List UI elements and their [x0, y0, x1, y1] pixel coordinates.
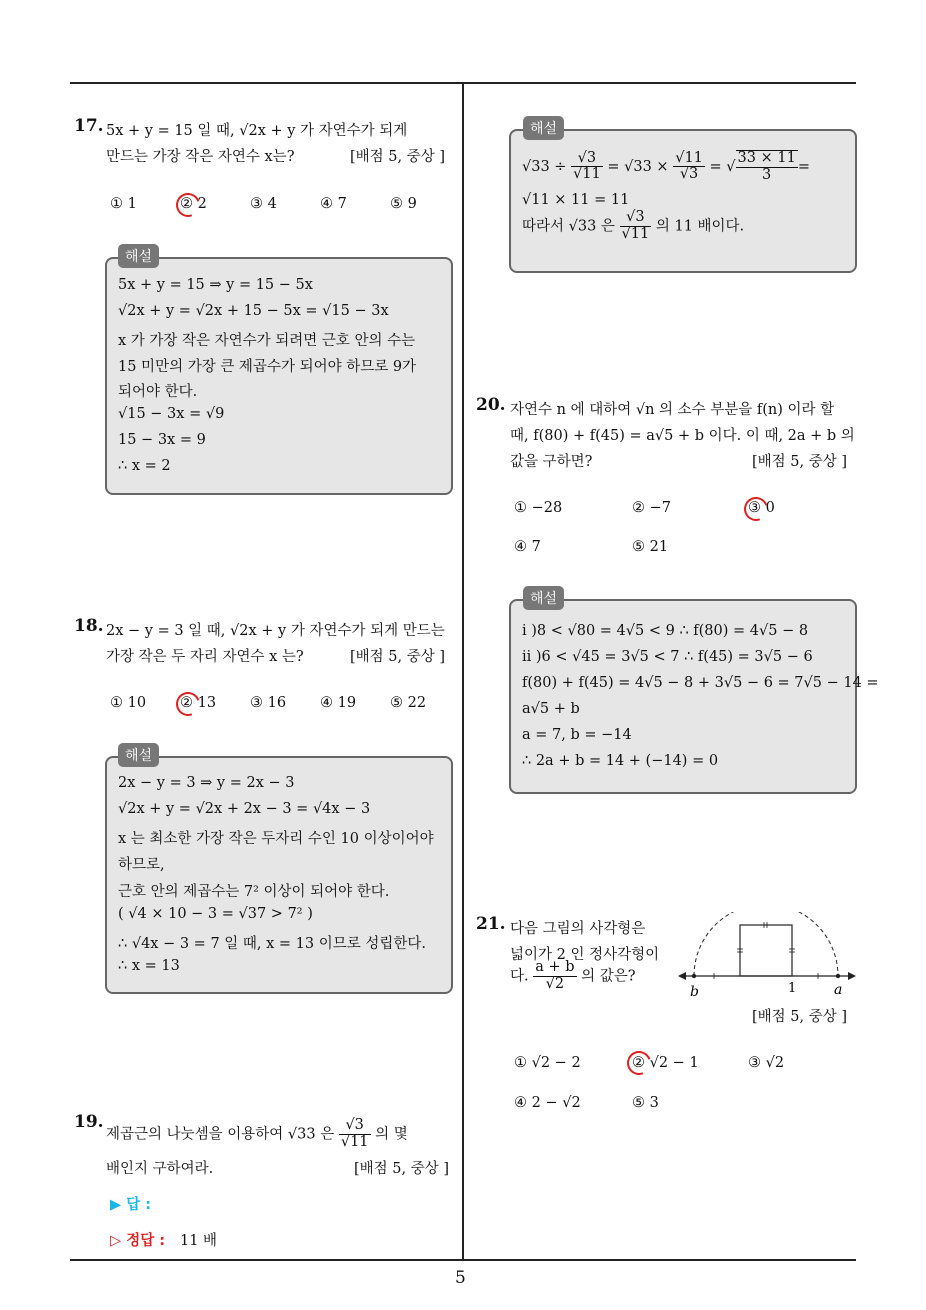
q20-sol-line: i )8 < √80 = 4√5 < 9 ∴ f(80) = 4√5 − 8: [522, 623, 809, 639]
q20-choice-1[interactable]: ① −28: [514, 500, 563, 516]
q17-choice-1[interactable]: ① 1: [110, 196, 137, 212]
q20-line2: 때, f(80) + f(45) = a√5 + b 이다. 이 때, 2a + b 의: [510, 428, 855, 444]
q19-sol-row1: √33 ÷ $\frac{√3}{√11}$ = √33 × $\frac{√11}{√3}$ = √ $\frac{33 \times 11}{3}$ =: [522, 149, 810, 183]
label-b: b: [690, 984, 699, 1000]
q20-choice-3[interactable]: ③ 0: [748, 500, 775, 516]
dashed-arc: [694, 912, 838, 976]
q17-sol-line: x 가 가장 작은 자연수가 되려면 근호 안의 수는: [118, 333, 416, 349]
q17-sol-line: 15 − 3x = 9: [118, 432, 206, 448]
q20-sol-line: a√5 + b: [522, 701, 580, 717]
question-number-18: 18.: [74, 616, 104, 636]
q18-choice-1[interactable]: ① 10: [110, 695, 147, 711]
answer-mark-icon: [172, 688, 204, 720]
point-b: [692, 974, 696, 978]
q19-line1-end: 의 몇: [375, 1126, 408, 1143]
q17-sol-line: 되어야 한다.: [118, 384, 198, 400]
q19-answer-label: ▶ 답 :: [110, 1197, 152, 1213]
q21-line2: 넓이가 2 인 정사각형이: [510, 947, 660, 963]
square-shape: [740, 925, 792, 976]
q20-solution-tag: 해설: [523, 586, 564, 610]
q17-sol-line: √2x + y = √2x + 15 − 5x = √15 − 3x: [118, 303, 389, 319]
label-one: 1: [788, 981, 797, 996]
q19-solution-tag: 해설: [523, 116, 564, 140]
q17-choice-3[interactable]: ③ 4: [250, 196, 277, 212]
bottom-rule: [70, 1259, 856, 1261]
q18-line1: 2x − y = 3 일 때, √2x + y 가 자연수가 되게 만드는: [106, 623, 445, 639]
answer-mark-icon: [740, 493, 772, 525]
point-a: [836, 974, 840, 978]
q19-line2: 배인지 구하여라.: [106, 1161, 214, 1177]
arrow-right-icon: [848, 972, 856, 980]
q20-line1: 자연수 n 에 대하여 √n 의 소수 부분을 f(n) 이라 할: [510, 402, 835, 418]
q17-line2: 만드는 가장 작은 자연수 x는?: [106, 149, 295, 165]
q18-choice-2[interactable]: ② 13: [180, 695, 217, 711]
q18-sol-line: ∴ √4x − 3 = 7 일 때, x = 13 이므로 성립한다.: [118, 936, 426, 952]
q19-correct-label: ▷ 정답 :: [110, 1233, 166, 1249]
question-number-20: 20.: [476, 395, 506, 415]
q18-choice-4[interactable]: ④ 19: [320, 695, 357, 711]
question-number-19: 19.: [74, 1112, 104, 1132]
q18-line2: 가장 작은 두 자리 자연수 x 는?: [106, 649, 304, 665]
page-number: 5: [455, 1268, 466, 1288]
q17-sol-line: √15 − 3x = √9: [118, 406, 225, 422]
q19-sol-row3: 따라서 √33 은 $\frac{√3}{√11}$ 의 11 배이다.: [522, 209, 745, 242]
q18-points: [배점 5, 중상 ]: [350, 649, 446, 665]
q18-sol-line: x 는 최소한 가장 작은 두자리 수인 10 이상이어야: [118, 831, 434, 847]
q20-choice-5[interactable]: ⑤ 21: [632, 539, 669, 555]
q21-choice-1[interactable]: ① √2 − 2: [514, 1055, 581, 1071]
q18-choice-3[interactable]: ③ 16: [250, 695, 287, 711]
q21-choice-3[interactable]: ③ √2: [748, 1055, 785, 1071]
q21-line3: 다. $\frac{a + b}{√2}$ 의 값은?: [510, 959, 636, 992]
q17-choice-5[interactable]: ⑤ 9: [390, 196, 417, 212]
column-divider: [462, 83, 464, 1261]
q20-sol-line: a = 7, b = −14: [522, 727, 632, 743]
q19-correct-value: 11 배: [180, 1233, 218, 1249]
q20-sol-line: ii )6 < √45 = 3√5 < 7 ∴ f(45) = 3√5 − 6: [522, 649, 813, 665]
q17-sol-line: 5x + y = 15 ⇒ y = 15 − 5x: [118, 277, 313, 293]
q21-choice-2[interactable]: ② √2 − 1: [632, 1055, 699, 1071]
q20-line3: 값을 구하면?: [510, 454, 593, 470]
q18-solution-tag: 해설: [118, 743, 159, 767]
q20-choice-4[interactable]: ④ 7: [514, 539, 541, 555]
q17-sol-line: ∴ x = 2: [118, 458, 171, 474]
q19-sol-row2: √11 × 11 = 11: [522, 192, 630, 208]
q21-fraction: $\frac{a + b}{√2}$: [535, 959, 575, 992]
q18-sol-line: ( √4 × 10 − 3 = √37 > 7² ): [118, 906, 313, 922]
label-a: a: [834, 982, 843, 998]
question-number-17: 17.: [74, 116, 104, 136]
q17-choice-2[interactable]: ② 2: [180, 196, 207, 212]
q20-sol-line: ∴ 2a + b = 14 + (−14) = 0: [522, 753, 719, 769]
q21-points: [배점 5, 중상 ]: [752, 1009, 848, 1025]
q21-choice-4[interactable]: ④ 2 − √2: [514, 1095, 581, 1111]
q19-line1: [106, 1118, 408, 1151]
answer-mark-icon: [172, 189, 204, 221]
q19-line1-start: 제곱근의 나눗셈을 이용하여 √33 은: [106, 1126, 335, 1143]
answer-mark-icon: [623, 1047, 655, 1079]
q17-solution-tag: 해설: [118, 244, 159, 268]
q18-sol-line: 하므로,: [118, 857, 165, 873]
q18-sol-line: 2x − y = 3 ⇒ y = 2x − 3: [118, 775, 295, 791]
q20-points: [배점 5, 중상 ]: [752, 454, 848, 470]
q18-sol-line: ∴ x = 13: [118, 958, 180, 974]
q21-choice-5[interactable]: ⑤ 3: [632, 1095, 659, 1111]
q18-sol-line: √2x + y = √2x + 2x − 3 = √4x − 3: [118, 801, 371, 817]
q17-points: [배점 5, 중상 ]: [350, 149, 446, 165]
q20-choice-2[interactable]: ② −7: [632, 500, 671, 516]
q17-choice-4[interactable]: ④ 7: [320, 196, 347, 212]
q19-fraction: $\frac{√3}{√11}$: [340, 1117, 369, 1150]
question-number-21: 21.: [476, 914, 506, 934]
q21-figure: [672, 912, 862, 1002]
q21-line1: 다음 그림의 사각형은: [510, 921, 646, 937]
q17-sol-line: 15 미만의 가장 큰 제곱수가 되어야 하므로 9가: [118, 359, 417, 375]
q17-line1: 5x + y = 15 일 때, √2x + y 가 자연수가 되게: [106, 123, 408, 139]
q18-choice-5[interactable]: ⑤ 22: [390, 695, 427, 711]
q19-points: [배점 5, 중상 ]: [354, 1161, 450, 1177]
q18-sol-line: 근호 안의 제곱수는 7² 이상이 되어야 한다.: [118, 884, 390, 900]
arrow-left-icon: [678, 972, 686, 980]
q20-sol-line: f(80) + f(45) = 4√5 − 8 + 3√5 − 6 = 7√5 − 14 =: [522, 675, 879, 691]
